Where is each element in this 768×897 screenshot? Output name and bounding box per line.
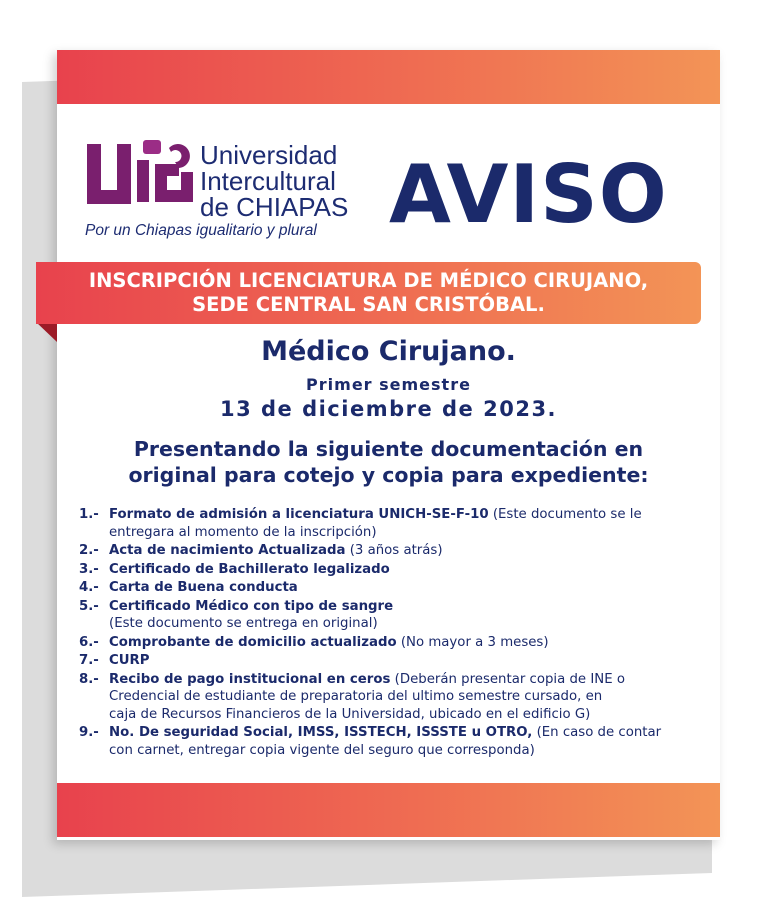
ribbon-line-2: SEDE CENTRAL SAN CRISTÓBAL. (192, 293, 545, 316)
item-first-line (109, 579, 699, 597)
item-continuation: entregara al momento de la inscripción) (109, 524, 377, 540)
semester-label: Primer semestre (306, 375, 471, 394)
announcement-ribbon (36, 262, 701, 324)
logo-line-1: Universidad (200, 140, 338, 170)
program-title: Médico Cirujano. (261, 336, 516, 367)
item-continuation: caja de Recursos Financieros de la Universidad, ubicado en el edificio G) (109, 706, 591, 722)
enrollment-date: 13 de diciembre de 2023. (219, 397, 558, 421)
item-note: (No mayor a 3 meses) (396, 634, 549, 650)
intro-line-2: original para cotejo y copia para expediente: (128, 463, 649, 487)
bottom-band (57, 783, 720, 837)
item-continuation: con carnet, entregar copia vigente del seguro que corresponda) (109, 742, 535, 758)
university-name (200, 142, 348, 220)
list-item (79, 506, 699, 541)
item-number: 9.- (79, 725, 99, 740)
item-first-line (109, 724, 699, 742)
logo-slogan: Por un Chiapas igualitario y plural (85, 222, 317, 239)
item-number: 4.- (79, 580, 99, 595)
item-first-line (109, 598, 699, 616)
intro-line-1: Presentando la siguiente documentación en (133, 437, 644, 461)
top-band (57, 50, 720, 104)
item-first-line (109, 506, 699, 524)
item-title: Recibo de pago institucional en ceros (109, 671, 391, 687)
item-title: Comprobante de domicilio actualizado (109, 634, 397, 650)
ribbon-fold (36, 322, 57, 342)
university-logo (85, 138, 355, 238)
item-note: (Este documento se le (488, 507, 642, 522)
list-item (79, 634, 699, 652)
item-continuation: (Este documento se entrega en original) (109, 616, 378, 631)
item-first-line (109, 561, 699, 579)
item-title: CURP (109, 653, 150, 668)
item-number: 2.- (79, 543, 99, 558)
item-first-line (109, 671, 699, 689)
list-item (79, 652, 699, 670)
logo-line-2: Intercultural (200, 166, 336, 196)
list-item (79, 598, 699, 633)
ribbon-line-1: INSCRIPCIÓN LICENCIATURA DE MÉDICO CIRUJANO, (88, 269, 649, 292)
list-item (79, 542, 699, 560)
intro-text (57, 436, 720, 488)
item-title: Certificado de Bachillerato legalizado (109, 561, 390, 577)
list-item (79, 579, 699, 597)
item-number: 5.- (79, 598, 99, 614)
list-item (79, 671, 699, 724)
item-first-line (109, 652, 699, 670)
item-first-line (109, 542, 699, 560)
list-item (79, 561, 699, 579)
unich-logo-icon (85, 138, 197, 222)
notice-page (57, 50, 720, 840)
item-number: 1.- (79, 507, 99, 522)
logo-line-3: de CHIAPAS (200, 192, 349, 222)
item-first-line (109, 634, 699, 652)
item-number: 3.- (79, 561, 99, 577)
item-number: 8.- (79, 671, 99, 687)
item-note: (Deberán presentar copia de INE o (390, 671, 625, 687)
item-title: Acta de nacimiento Actualizada (109, 543, 346, 558)
item-note: (3 años atrás) (345, 543, 443, 558)
item-title: No. De seguridad Social, IMSS, ISSTECH, ISSSTE u OTRO, (109, 725, 533, 740)
notice-heading: AVISO (389, 148, 668, 241)
item-number: 7.- (79, 653, 99, 668)
item-title: Carta de Buena conducta (109, 580, 298, 595)
item-note: (En caso de contar (532, 725, 662, 740)
document-list (79, 506, 699, 760)
item-continuation: Credencial de estudiante de preparatoria del ultimo semestre cursado, en (109, 689, 603, 704)
item-title: Formato de admisión a licenciatura UNICH-SE-F-10 (109, 507, 489, 522)
item-number: 6.- (79, 634, 99, 650)
list-item (79, 724, 699, 759)
item-title: Certificado Médico con tipo de sangre (109, 598, 394, 614)
